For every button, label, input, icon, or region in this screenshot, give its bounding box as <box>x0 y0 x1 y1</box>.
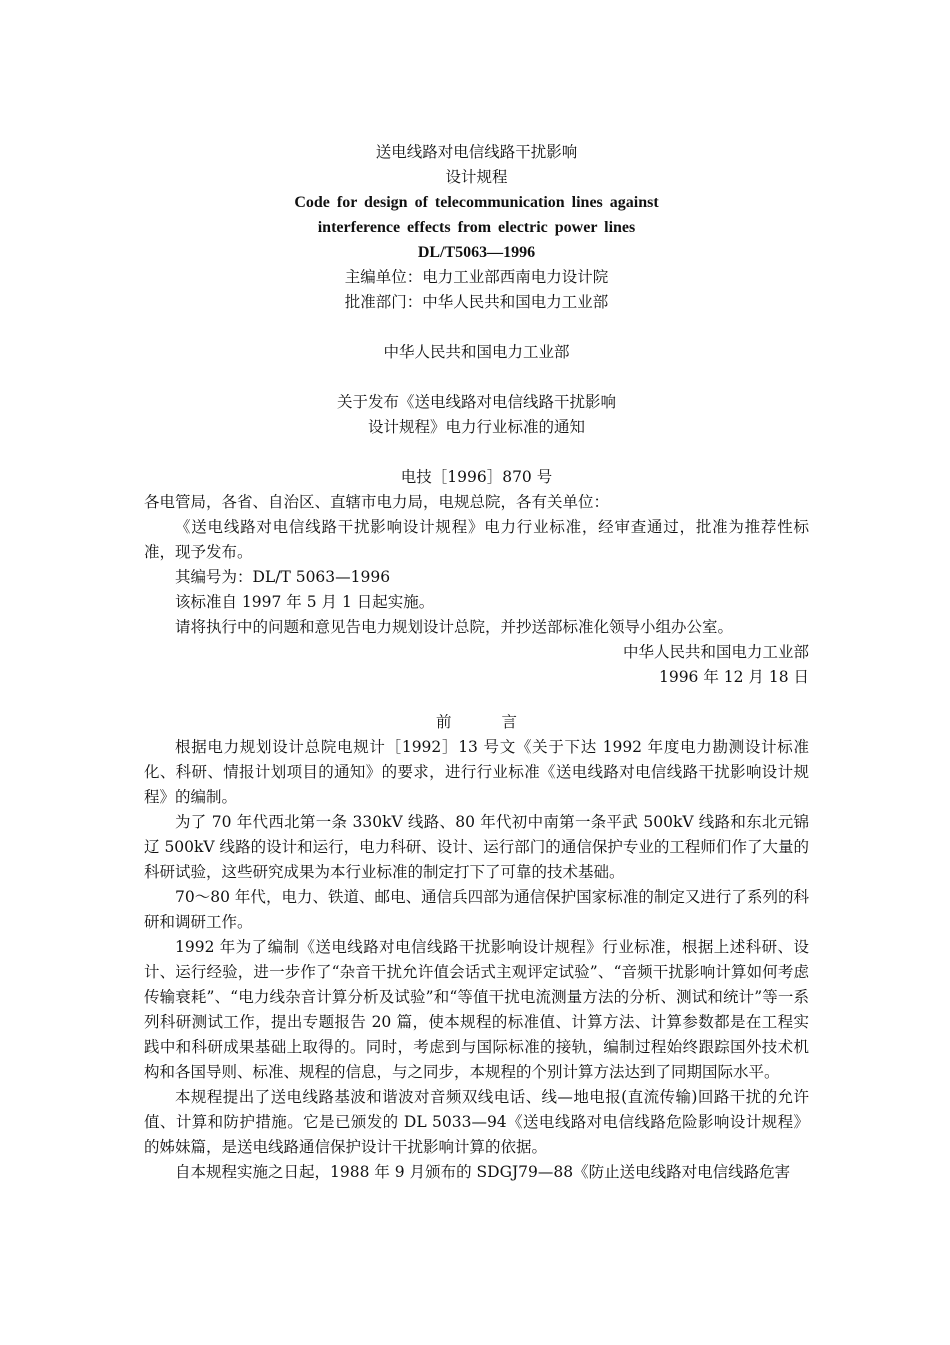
preface-paragraph: 70～80 年代，电力、铁道、邮电、通信兵四部为通信保护国家标准的制定又进行了系列的科研和调研工作。 <box>144 888 809 931</box>
title-line-1: 送电线路对电信线路干扰影响 <box>375 143 578 161</box>
english-title-line-2: interference effects from electric power lines <box>317 219 636 236</box>
notice-section <box>144 340 809 690</box>
preface-paragraph: 自本规程实施之日起，1988 年 9 月颁布的 SDGJ79—88《防止送电线路对电信线路危害 <box>175 1163 791 1181</box>
preface-section <box>144 710 809 1185</box>
notice-title-line-2: 设计规程》电力行业标准的通知 <box>367 418 585 436</box>
notice-date: 1996 年 12 月 18 日 <box>658 668 809 686</box>
english-title-line-1: Code for design of telecommunication lines against <box>294 194 659 211</box>
preface-paragraph: 本规程提出了送电线路基波和谐波对音频双线电话、线—地电报(直流传输)回路干扰的允许值、计算和防护措施。它是已颁发的 DL 5033—94《送电线路对电信线路危险影响设计规程》的姊妹篇，是送电线路通信保护设计干扰影响计算的依据。 <box>144 1088 809 1156</box>
notice-issuer: 中华人民共和国电力工业部 <box>383 343 570 361</box>
preface-paragraph: 1992 年为了编制《送电线路对电信线路干扰影响设计规程》行业标准，根据上述科研、设计、运行经验，进一步作了“杂音干扰允许值会话式主观评定试验”、“音频干扰影响计算如何考虑传输衰耗”、“电力线杂音计算分析及试验”和“等值干扰电流测量方法的分析、测试和统计”等一系列科研测试工作，提出专题报告 20 篇，使本规程的标准值、计算方法、计算参数都是在工程实践中和科研成果基础上取得的。同时，考虑到与国际标准的接轨，编制过程始终跟踪国外技术机构和各国导则、标准、规程的信息，与之同步，本规程的个别计算方法达到了同期国际水平。 <box>144 938 809 1081</box>
notice-title-line-1: 关于发布《送电线路对电信线路干扰影响 <box>336 393 616 411</box>
preface-paragraph: 为了 70 年代西北第一条 330kV 线路、80 年代初中南第一条平武 500kV 线路和东北元锦辽 500kV 线路的设计和运行，电力科研、设计、运行部门的通信保护专业的工程师们作了大量的科研试验，这些研究成果为本行业标准的制定打下了可靠的技术基础。 <box>144 813 809 881</box>
notice-doc-number: 电技［1996］870 号 <box>400 468 553 486</box>
notice-paragraph: 《送电线路对电信线路干扰影响设计规程》电力行业标准，经审查通过，批准为推荐性标准，现予发布。 <box>144 518 809 561</box>
notice-paragraph: 该标准自 1997 年 5 月 1 日起实施。 <box>175 593 435 611</box>
notice-paragraph: 其编号为：DL/T 5063—1996 <box>175 568 391 586</box>
preface-title: 前言 <box>435 713 567 731</box>
notice-signature: 中华人民共和国电力工业部 <box>622 643 809 661</box>
preface-paragraph: 根据电力规划设计总院电规计［1992］13 号文《关于下达 1992 年度电力勘测设计标准化、科研、情报计划项目的通知》的要求，进行行业标准《送电线路对电信线路干扰影响设计规程》的编制。 <box>144 738 809 806</box>
notice-paragraph: 请将执行中的问题和意见告电力规划设计总院，并抄送部标准化领导小组办公室。 <box>175 618 734 636</box>
editor-unit: 主编单位：电力工业部西南电力设计院 <box>344 268 609 286</box>
document-page <box>144 140 809 1185</box>
notice-recipients: 各电管局，各省、自治区、直辖市电力局，电规总院，各有关单位： <box>144 493 610 511</box>
standard-code: DL/T5063—1996 <box>417 244 536 261</box>
approving-department: 批准部门：中华人民共和国电力工业部 <box>344 293 609 311</box>
title-line-2: 设计规程 <box>445 168 508 186</box>
document-header <box>144 140 809 315</box>
